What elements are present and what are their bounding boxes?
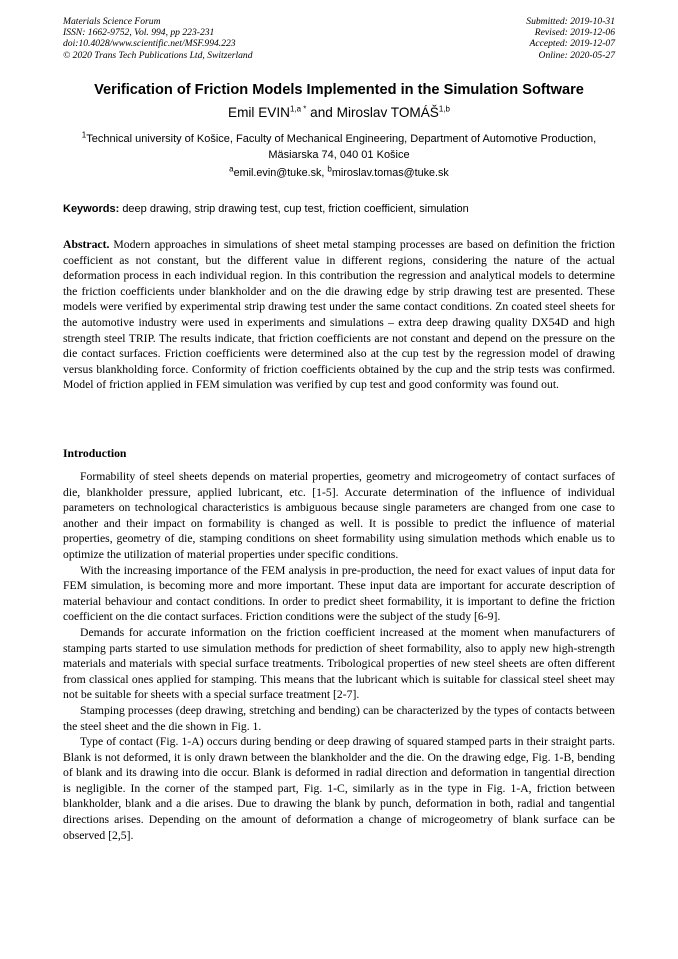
abstract-text: Modern approaches in simulations of sheet metal stamping processes are based on definition the friction coefficient as not constant, but the different value in different regions, considering the nature of the actual deformation process in each individual region. In this contribution the regression and analytical models to determine the friction coefficients under blankholder and on the die drawing edge by strip drawing test are presented. These models were verified by experimental strip drawing test under the same contact conditions. Zn coated steel sheets for the automotive industry were used in experiments and simulations – extra deep drawing quality DX54D and high strength steel TRIP. The results indicate, that friction coefficients are not constant and depend on the pressure on the die contact surfaces. Friction coefficients were determined also at the cup test by the regression model of drawing versus blankholding force. Conformity of friction coefficients obtained by the cup and the strip tests was confirmed. Model of friction applied in FEM simulation was verified by cup test and good conformity was found out. bbox=[63, 238, 616, 392]
email-a[interactable]: emil.evin@tuke.sk, bbox=[233, 167, 325, 179]
journal-info bbox=[63, 16, 253, 61]
intro-paragraph-4: Stamping processes (deep drawing, stretching and bending) can be characterized by the types of contacts between the steel sheet and the die shown in Fig. 1. bbox=[63, 703, 615, 733]
author-line bbox=[40, 104, 638, 122]
abstract bbox=[63, 237, 615, 393]
email-a-sup: a bbox=[229, 164, 234, 174]
author-1-name: Emil EVIN bbox=[228, 105, 290, 120]
author-2-sup: 1,b bbox=[438, 104, 450, 114]
doi-line[interactable]: doi:10.4028/www.scientific.net/MSF.994.223 bbox=[63, 38, 236, 50]
introduction-body bbox=[63, 469, 615, 843]
email-b-sup: b bbox=[327, 164, 332, 174]
keywords-text: deep drawing, strip drawing test, cup test, friction coefficient, simulation bbox=[122, 203, 469, 215]
affiliation-sup: 1 bbox=[81, 130, 87, 140]
affiliation bbox=[70, 131, 608, 163]
revised-date: Revised: 2019-12-06 bbox=[534, 27, 615, 39]
email-b[interactable]: miroslav.tomas@tuke.sk bbox=[331, 167, 449, 179]
accepted-date: Accepted: 2019-12-07 bbox=[529, 38, 615, 50]
journal-name: Materials Science Forum bbox=[63, 16, 161, 27]
dates-info bbox=[526, 16, 615, 61]
online-date: Online: 2020-05-27 bbox=[538, 49, 615, 61]
introduction-heading: Introduction bbox=[63, 447, 127, 460]
keywords bbox=[63, 202, 615, 216]
affiliation-text: Technical university of Košice, Faculty of Mechanical Engineering, Department of Automotive Production, Mäsiarska 74, 040 01 Košice bbox=[86, 133, 597, 161]
abstract-label: Abstract. bbox=[63, 238, 110, 251]
author-1-sup: 1,a * bbox=[289, 104, 307, 114]
intro-paragraph-3: Demands for accurate information on the friction coefficient increased at the moment when manufacturers of stamping parts started to use simulation methods for prediction of sheet formability, also to apply new high-strength materials and materials with special surface treatments. Tribological properties of new steel sheets are often different from classical ones applied for stamping. This means that the lubricant which is suitable for classical steel sheet may not be suitable for sheets with a special surface treatment [2-7]. bbox=[63, 625, 615, 702]
intro-paragraph-1: Formability of steel sheets depends on material properties, geometry and microgeometry of contact surfaces of die, blankholder pressure, applied lubricant, etc. [1-5]. Accurate determination of the influence of individual parameters on technological characteristics is ambiguous because single parameters are changed from one case to another and their impact on formability is changed as well. It is possible to predict the influence of material properties, geometry of die, stamping conditions on sheet formability using simulation methods which enable us to optimize the utilization of material properties under specific conditions. bbox=[63, 470, 615, 561]
paper-title: Verification of Friction Models Implemented in the Simulation Software bbox=[94, 82, 584, 98]
author-2-name: Miroslav TOMÁŠ bbox=[336, 105, 439, 120]
intro-paragraph-5: Type of contact (Fig. 1-A) occurs during bending or deep drawing of squared stamped parts in their straight parts. Blank is not deformed, it is only drawn between the blankholder and the die. On the drawing edge, Fig. 1-B, bending of blank and its drawing into die occur. Blank is deformed in radial direction and deformation in tangential direction is negligible. In the corner of the stamped part, Fig. 1-C, similarly as in the type in Fig. 1-A, friction between blankholder, blank and a die arises. Due to drawing the blank by punch, deformation in both, radial and tangential directions arises. Depending on the amount of deformation a change of microgeometry of blank surface can be observed [2,5]. bbox=[63, 735, 615, 842]
issn-line: ISSN: 1662-9752, Vol. 994, pp 223-231 bbox=[63, 27, 215, 39]
author-conjunction: and bbox=[306, 105, 337, 120]
keywords-label: Keywords: bbox=[63, 203, 120, 215]
intro-paragraph-2: With the increasing importance of the FEM analysis in pre-production, the need for exact values of input data for FEM simulation, is becoming more and more important. These input data are important for accurate description of material behaviour and contact conditions. In order to predict sheet formability, it is important to define the friction coefficient on the die contact surfaces. Friction conditions were the subject of the study [6-9]. bbox=[63, 563, 615, 624]
submitted-date: Submitted: 2019-10-31 bbox=[526, 16, 615, 27]
copyright-line: © 2020 Trans Tech Publications Ltd, Switzerland bbox=[63, 49, 253, 61]
email-line bbox=[40, 166, 638, 180]
